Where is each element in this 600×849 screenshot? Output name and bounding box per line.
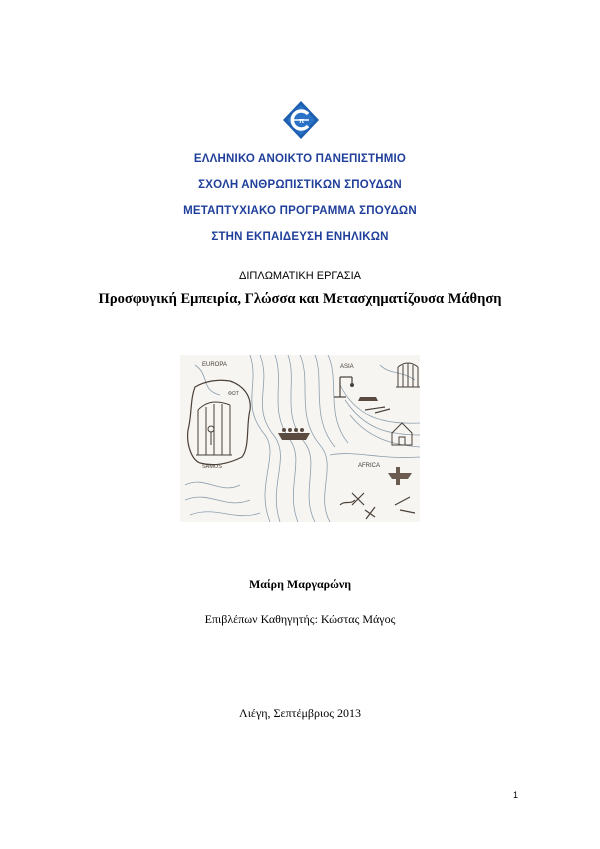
svg-text:ΦΩΤ: ΦΩΤ	[228, 391, 239, 397]
thesis-type: ΔΙΠΛΩΜΑΤΙΚΗ ΕΡΓΑΣΙΑ	[239, 270, 361, 282]
drawing-label-europa: EUROPA	[202, 362, 227, 368]
page-number: 1	[512, 790, 518, 800]
thesis-title: Προσφυγική Εμπειρία, Γλώσσα και Μετασχηματίζουσα Μάθηση	[98, 291, 502, 307]
institution-line-1: ΕΛΛΗΝΙΚΟ ΑΝΟΙΚΤΟ ΠΑΝΕΠΙΣΤΗΜΙΟ	[193, 153, 407, 165]
drawing-label-asia: ASIA	[340, 364, 354, 370]
svg-text:π: π	[298, 118, 305, 125]
refugee-journey-drawing	[180, 355, 420, 522]
supervisor-line: Επιβλέπων Καθηγητής: Κώστας Μάγος	[204, 612, 396, 626]
author-name: Μαίρη Μαργαρώνη	[248, 577, 352, 591]
institution-line-3: ΜΕΤΑΠΤΥΧΙΑΚΟ ΠΡΟΓΡΑΜΜΑ ΣΠΟΥΔΩΝ	[183, 205, 417, 217]
place-date: Λιέγη, Σεπτέμβριος 2013	[239, 706, 361, 720]
university-logo-icon	[282, 100, 320, 140]
drawing-label-africa: AFRICA	[358, 463, 381, 469]
drawing-label-samos: SAMOS	[202, 464, 222, 470]
institution-line-2: ΣΧΟΛΗ ΑΝΘΡΩΠΙΣΤΙΚΩΝ ΣΠΟΥΔΩΝ	[198, 179, 402, 191]
institution-line-4: ΣΤΗΝ ΕΚΠΑΙΔΕΥΣΗ ΕΝΗΛΙΚΩΝ	[211, 231, 389, 243]
